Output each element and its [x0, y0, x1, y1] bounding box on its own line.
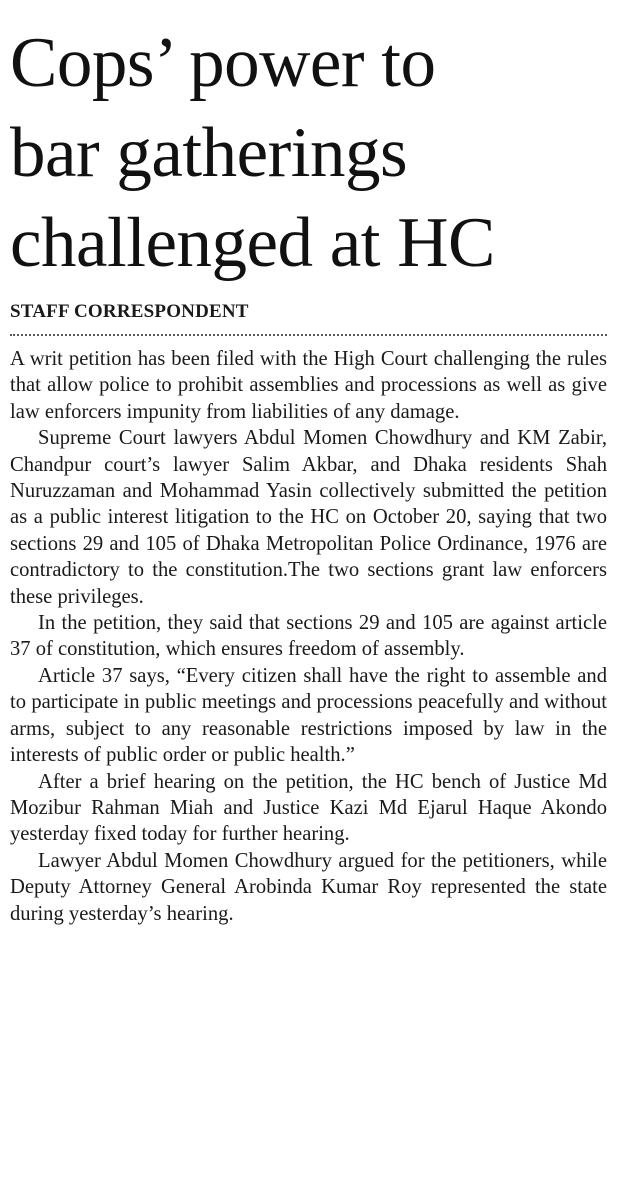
dotted-divider [10, 334, 607, 336]
paragraph: After a brief hearing on the petition, the HC bench of Justice Md Mozibur Rahman Miah and Justice Kazi Md Ejarul Haque Akondo yesterday fixed today for further hearing. [10, 770, 607, 846]
headline-line: Cops’ power to [10, 24, 436, 102]
byline: STAFF CORRESPONDENT [10, 301, 249, 322]
article-body [10, 346, 607, 927]
paragraph: Article 37 says, “Every citizen shall have the right to assemble and to participate in public meetings and processions peacefully and without arms, subject to any reasonable restrictions imposed by law in the interests of public order or public health.” [10, 664, 607, 767]
paragraph: Lawyer Abdul Momen Chowdhury argued for the petitioners, while Deputy Attorney General Arobinda Kumar Roy represented the state during yesterday’s hearing. [10, 849, 607, 925]
paragraph: In the petition, they said that sections 29 and 105 are against article 37 of constitution, which ensures freedom of assembly. [10, 612, 607, 661]
news-article [10, 0, 607, 927]
headline-line: bar gatherings [10, 114, 408, 192]
paragraph: A writ petition has been filed with the High Court challenging the rules that allow police to prohibit assemblies and processions as well as give law enforcers impunity from liabilities of any damage. [10, 348, 607, 423]
headline [10, 0, 607, 288]
paragraph: Supreme Court lawyers Abdul Momen Chowdhury and KM Zabir, Chandpur court’s lawyer Salim Akbar, and Dhaka residents Shah Nuruzzaman and Mohammad Yasin collectively submitted the petition as a public interest litigation to the HC on October 20, saying that two sections 29 and 105 of Dhaka Metropolitan Police Ordinance, 1976 are contradictory to the constitution.The two sections grant law enforcers these privileges. [10, 427, 607, 608]
headline-line: challenged at HC [10, 204, 495, 282]
